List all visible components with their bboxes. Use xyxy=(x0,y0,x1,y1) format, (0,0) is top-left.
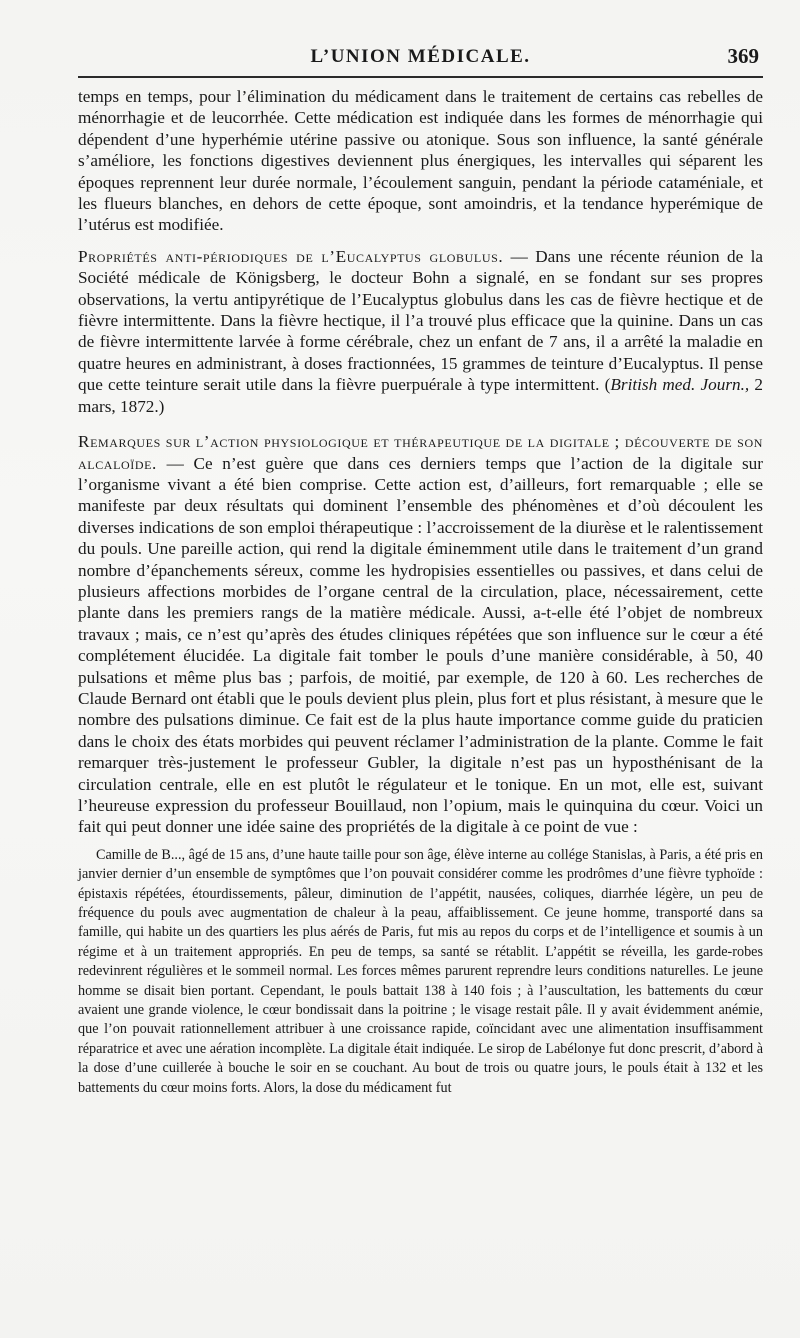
page-number: 369 xyxy=(727,44,759,68)
section-body-eucalyptus: — Dans une récente réunion de la Société médicale de Königsberg, le docteur Bohn a signalé, en se fondant sur ses propres observations, la vertu antipyrétique de l’Eucalyptus globulus dans les cas de fièvre hectique et de fièvre intermittente. Dans la fièvre hectique, il l’a trouvé plus efficace que la quinine. Dans un cas de fièvre intermittente larvée à forme cérébrale, chez un enfant de 7 ans, il a arrêté la maladie en quatre heures en administrant, à doses fractionnées, 15 grammes de teinture d’Eucalyptus. Il pense que cette teinture serait utile dans la fièvre puerpuérale à type intermittent. ( xyxy=(78,246,763,395)
continued-paragraph: temps en temps, pour l’élimination du médicament dans le traitement de certains cas rebelles de ménorrhagie et de leucorrhée. Cette médication est indiquée dans les formes de ménorrhagie qui dépendent d’une hyperhémie utérine passive ou atonique. Sous son influence, la santé générale s’améliore, les fonctions digestives deviennent plus énergiques, les intervalles qui séparent les époques reprennent leur durée normale, l’écoulement sanguin, pendant la période cataméniale, et les flueurs blanches, en dehors de cette époque, sont amoindris, et la tendance hyperémique de l’utérus est modifiée. xyxy=(78,87,763,235)
header-rule xyxy=(78,76,763,78)
citation-journal: British med. Journ., xyxy=(610,375,750,395)
section-body-digitale: — Ce n’est guère que dans ces derniers temps que l’action de la digitale sur l’organisme vivant a été bien comprise. Cette action est, d’ailleurs, fort remarquable ; elle se manifeste par deux résultats qui dominent l’ensemble des phénomènes et d’où découlent les diverses indications de son emploi thérapeutique : l’accroissement de la diurèse et le ralentissement du pouls. Une pareille action, qui rend la digitale éminemment utile dans le traitement d’un grand nombre d’épanchements séreux, comme les hydropisies essentielles ou passives, et dans celui de plusieurs affections morbides de l’organe central de la circulation, place, nécessairement, cette plante dans les premiers rangs de la matière médicale. Aussi, a-t-elle été l’objet de nombreux travaux ; mais, ce n’est qu’après des études cliniques répétées que son influence sur le cœur a été complétement élucidée. La digitale fait tomber le pouls d’une manière considérable, à 50, 40 pulsations et même plus bas ; parfois, de moitié, par exemple, de 120 à 60. Les recherches de Claude Bernard ont établi que le pouls devient plus plein, plus fort et plus résistant, à mesure que le nombre des pulsations diminue. Ce fait est de la plus haute importance comme guide du praticien dans le choix des états morbides qui peuvent réclamer l’administration de la plante. Comme le fait remarquer très-justement le professeur Gubler, la digitale n’est pas un hyposthénisant de la circulation centrale, elle en est plutôt le régulateur et le tonique. En un mot, elle est, suivant l’heureuse expression du professeur Bouillaud, non l’opium, mais le quinquina du cœur. Voici un fait qui peut donner une idée saine des propriétés de la digitale à ce point de vue : xyxy=(78,453,763,837)
citation-date: 2 mars, 1872.) xyxy=(78,375,763,416)
section-title-eucalyptus: Propriétés anti-périodiques de l’Eucalyptus globulus. xyxy=(78,246,504,266)
article-body xyxy=(78,86,763,1098)
section-digitale xyxy=(78,431,763,838)
running-head: L’UNION MÉDICALE. xyxy=(310,46,531,67)
page-header xyxy=(78,40,763,70)
case-report: Camille de B..., âgé de 15 ans, d’une haute taille pour son âge, élève interne au collége Stanislas, à Paris, a été pris en janvier dernier d’un ensemble de symptômes que l’on pouvait considérer comme les prodrômes d’une fièvre typhoïde : épistaxis répétées, étourdissements, pâleur, diminution de l’appétit, nausées, coliques, diarrhée légère, un peu de fréquence du pouls avec augmentation de chaleur à la peau, affaiblissement. Ce jeune homme, transporté dans sa famille, qui habite un des quartiers les plus aérés de Paris, fut mis au repos du corps et de l’intelligence et soumis à un régime et à un traitement appropriés. En peu de temps, sa santé se rétablit. L’appétit se réveilla, les garde-robes redevinrent régulières et le sommeil normal. Les forces mêmes parurent reprendre leurs conditions naturelles. Le jeune homme se disait bien portant. Cependant, le pouls battait 138 à 140 fois ; à l’auscultation, les battements du cœur avaient une grande violence, le cœur bondissait dans la poitrine ; le visage restait pâle. Il y avait évidemment anémie, que l’on pouvait rationnellement attribuer à une croissance rapide, coïncidant avec une alimentation insuffisamment réparatrice et avec une aération incomplète. La digitale était indiquée. Le sirop de Labélonye fut donc prescrit, d’abord à la dose d’une cuillerée à bouche le soir en se couchant. Au bout de trois ou quatre jours, le pouls était à 132 et les battements du cœur moins forts. Alors, la dose du médicament fut xyxy=(78,846,763,1096)
section-title-digitale: Remarques sur l’action physiologique et thérapeutique de la digitale ; découverte de son alcaloïde. xyxy=(78,432,763,473)
section-eucalyptus xyxy=(78,246,763,417)
